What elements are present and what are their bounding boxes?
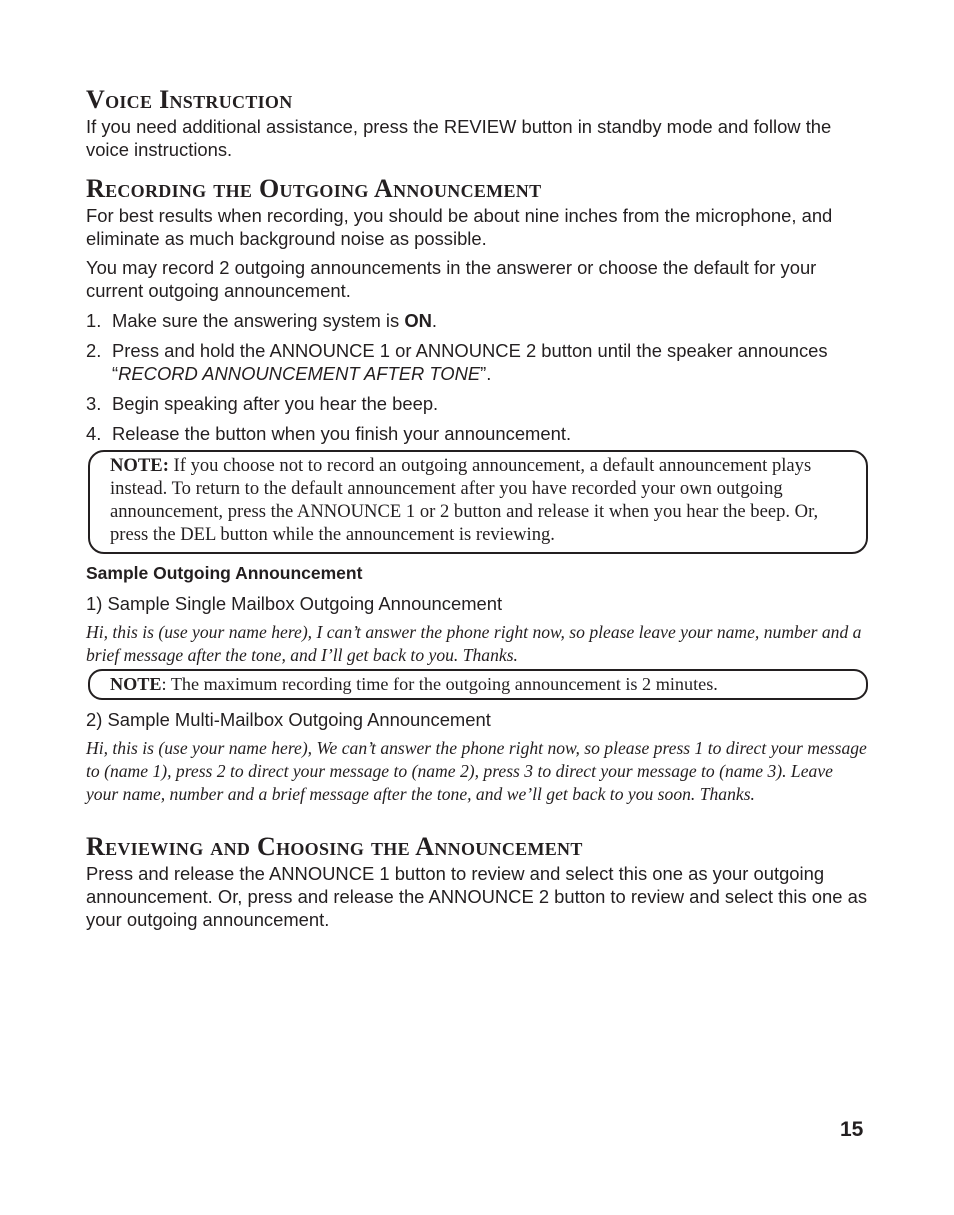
step-number: 2. [86,340,102,361]
step-text: Press and hold the ANNOUNCE 1 or ANNOUNCE 2 button until the speaker announces “ [112,340,828,384]
step-bold-text: ON [404,310,432,331]
step-number: 3. [86,393,102,414]
step-number: 4. [86,423,102,444]
sample-single-title: 1) Sample Single Mailbox Outgoing Announcement [86,593,503,614]
sample-single-text: Hi, this is (use your name here), I can’t answer the phone right now, so please leave your name, number and a brief message after the tone, and I’ll get back to you. Thanks. [86,622,862,665]
step-1 [86,309,868,332]
section-title-voice-instruction: Voice Instruction [86,85,293,114]
sample-multi-text: Hi, this is (use your name here), We can’t answer the phone right now, so please press 1 to direct your message to (name 1), press 2 to direct your message to (name 2), press 3 to direct your message to (name 3). Leave your name, number and a brief message after the tone, and we’ll get back to you soon. Thanks. [86,738,867,804]
section-title-reviewing: Reviewing and Choosing the Announcement [86,832,583,861]
step-text-end: ”. [480,363,492,384]
recording-steps [86,309,868,445]
recording-para-1: For best results when recording, you should be about nine inches from the microphone, and eliminate as much background noise as possible. [86,205,833,249]
note-text: If you choose not to record an outgoing announcement, a default announcement plays instead. To return to the default announcement after you have recorded your own outgoing announcement, press the ANNOUNCE 1 or 2 button and release it when you hear the beep. Or, press the DEL button while the announcement is reviewing. [110,455,819,545]
voice-instruction-body: If you need additional assistance, press the REVIEW button in standby mode and follow the voice instructions. [86,116,832,160]
step-4 [86,422,868,445]
note-label: NOTE: [110,455,169,476]
recording-para-2: You may record 2 outgoing announcements in the answerer or choose the default for your current outgoing announcement. [86,257,817,301]
reviewing-body: Press and release the ANNOUNCE 1 button to review and select this one as your outgoing announcement. Or, press and release the ANNOUNCE 2 button to review and select this one as your outgoing announcement. [86,863,868,930]
note-box-default-announcement [88,450,868,554]
step-text: Make sure the answering system is [112,310,405,331]
note-text: : The maximum recording time for the outgoing announcement is 2 minutes. [161,674,718,694]
section-title-recording: Recording the Outgoing Announcement [86,174,542,203]
sample-heading: Sample Outgoing Announcement [86,563,363,583]
step-text-end: . [431,310,438,331]
step-italic-text: RECORD ANNOUNCEMENT AFTER TONE [118,363,481,384]
note-box-max-recording [88,669,868,700]
step-2 [86,339,868,385]
page-number: 15 [840,1118,864,1141]
step-text: Release the button when you finish your announcement. [112,423,572,444]
note-label: NOTE [110,674,162,694]
step-text: Begin speaking after you hear the beep. [112,393,439,414]
sample-multi-title: 2) Sample Multi-Mailbox Outgoing Announcement [86,709,491,730]
manual-page [86,86,868,931]
step-3 [86,392,868,415]
step-number: 1. [86,310,102,331]
